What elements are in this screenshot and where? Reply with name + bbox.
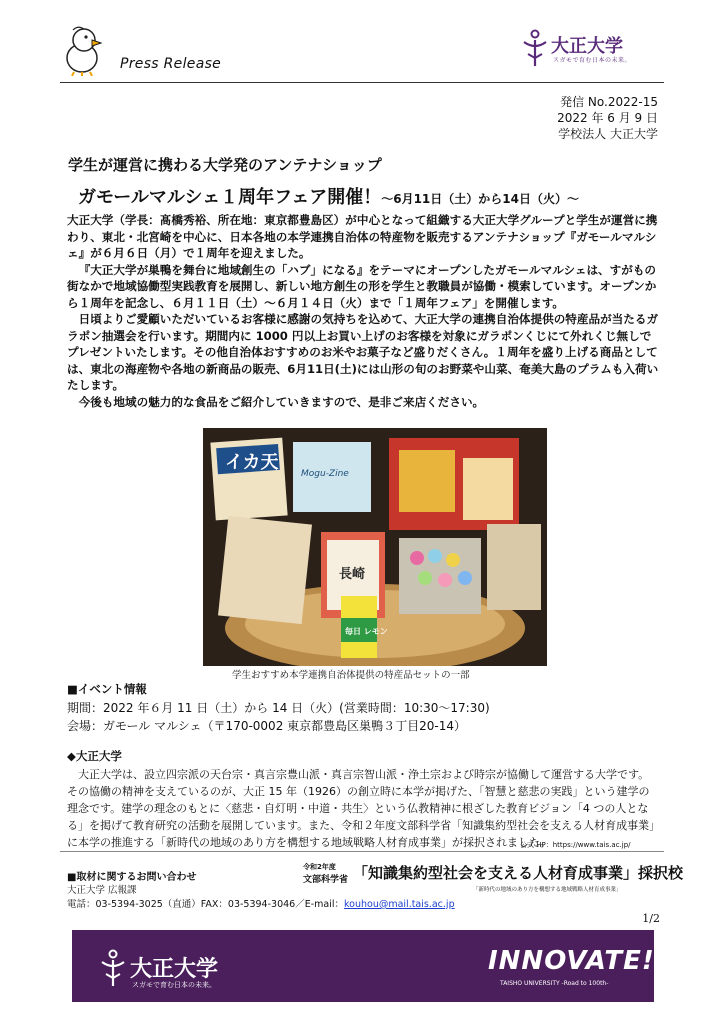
press-body: [67, 212, 660, 410]
body-paragraph-2: 『大正大学が巣鴨を舞台に地域創生の「ハブ」になる』をテーマにオープンしたガモールマルシェは、すがもの街なかで地域協働型実践教育を展開し、新しい地方創生の形を学生と教職員が協働・模索しています。オープンから１周年を記念し、６月１１日（土）～６月１４日（火）まで「１周年フェア」を開催します。: [67, 262, 657, 310]
footer-logo-icon: [100, 948, 126, 988]
photo-label-ika: イカ天: [225, 452, 279, 473]
website-link[interactable]: 公式 HP：https://www.tais.ac.jp/: [520, 841, 631, 849]
university-logo-icon: [522, 28, 548, 68]
contact-dept: 大正大学 広報課: [67, 885, 137, 896]
header-divider: [60, 82, 664, 83]
photo-caption: 学生おすすめ本学連携自治体提供の特産品セットの一部: [232, 670, 470, 681]
event-heading: ■イベント情報: [67, 682, 147, 696]
footer-band: [72, 930, 654, 1002]
footer-university-name: 大正大学: [130, 957, 219, 982]
issuer: 学校法人 大正大学: [558, 127, 658, 141]
subtitle: 学生が運営に携わる大学発のアンテナショップ: [68, 156, 382, 174]
contact-phone-fax: 電話：03-5394-3025（直通）FAX：03-5394-3046／E-mail：: [67, 899, 344, 910]
contact-line: [67, 896, 455, 910]
issue-number: 発信 No.2022-15: [560, 95, 658, 109]
title-main: ガモールマルシェ１周年フェア開催！: [78, 187, 382, 208]
university-tagline: スガモで育む日本の未来。: [553, 57, 632, 64]
mext-program: 「知識集約型社会を支える人材育成事業」採択校: [353, 864, 684, 882]
mext-year: 令和2年度: [303, 863, 336, 871]
issue-date: 2022 年 6 月 9 日: [557, 111, 658, 125]
mext-banner: [303, 856, 684, 896]
body-paragraph-1: 大正大学（学長：髙橋秀裕、所在地：東京都豊島区）が中心となって組織する大正大学グループと学生が運営に携わり、東北・北宮崎を中心に、日本各地の本学連携自治体の特産物を販売するアンテナショップ『ガモールマルシェ』が６月６日（月）で１周年を迎えました。: [67, 213, 658, 260]
product-photo: [203, 428, 547, 666]
about-heading: ◆大正大学: [67, 749, 122, 763]
body-paragraph-3: 日頃よりご愛顧いただいているお客様に感謝の気持ちを込めて、大正大学の連携自治体提供の特産品が当たるガラポン抽選会を行います。期間内に 1000 円以上お買い上げのお客様を対象にガラポンくじにて外れくじ無しでプレゼントいたします。その他自治体おすすめのお米やお菓子など盛りだくさん。１周年を盛り上げる商品としては、東北の海産物や各地の新商品の販売、6月11日(土)には山形の旬のお野菜や山菜、奄美大島のプラムも入荷いたします。: [67, 312, 659, 392]
contact-email-link[interactable]: kouhou@mail.tais.ac.jp: [343, 899, 455, 910]
photo-label-mogu: Mogu-Zine: [301, 469, 349, 479]
mext-ministry: 文部科学省: [303, 875, 349, 885]
innovate-logo: INNOVATE!: [488, 946, 655, 976]
about-text: [67, 766, 660, 851]
photo-label-lemon: 毎日 レモン: [345, 627, 388, 636]
photo-label-nagasaki: 長崎: [339, 567, 366, 582]
title-suffix: ～6月11日（土）から14日（火）～: [381, 192, 579, 206]
footer-tagline: スガモで育む日本の未来。: [132, 981, 216, 989]
mext-sub: 「新時代の地域のあり方を構想する地域戦略人材育成事業」: [473, 887, 622, 893]
footer-divider: [60, 851, 664, 852]
press-release-label: Press Release: [120, 56, 222, 72]
page-number: 1/2: [642, 912, 660, 925]
innovate-sub: TAISHO UNIVERSITY -Road to 100th-: [500, 980, 609, 987]
page-title: [78, 183, 579, 209]
about-paragraph: 大正大学は、設立四宗派の天台宗・真言宗豊山派・真言宗智山派・浄土宗および時宗が協働して運営する大学です。その協働の精神を支えているのが、大正 15 年（1926）の創立時に本学が掲げた、「智慧と慈悲の実践」という建学の理念です。建学の理念のもとに〈慈悲・自灯明・中道・共生〉という仏教精神に根ざした教育ビジョン「4 つの人となる」を掲げて教育研究の活動を展開しています。また、令和２年度文部科学省「知識集約型社会を支える人材育成事業」に本学の推進する「新時代の地域のあり方を構想する地域戦略人材育成事業」が採択されました。: [67, 768, 655, 849]
duck-mascot-icon: [62, 24, 102, 76]
university-name: 大正大学: [551, 36, 623, 57]
event-period: 期間：2022 年６月 11 日（土）から 14 日（火）(営業時間：10:30～17:30): [67, 701, 490, 715]
event-venue: 会場：ガモール マルシェ（〒170-0002 東京都豊島区巣鴨３丁目20-14）: [67, 719, 467, 733]
body-paragraph-4: 今後も地域の魅力的な食品をご紹介していきますので、是非ご来店ください。: [78, 394, 485, 409]
contact-heading: ■取材に関するお問い合わせ: [67, 872, 197, 883]
